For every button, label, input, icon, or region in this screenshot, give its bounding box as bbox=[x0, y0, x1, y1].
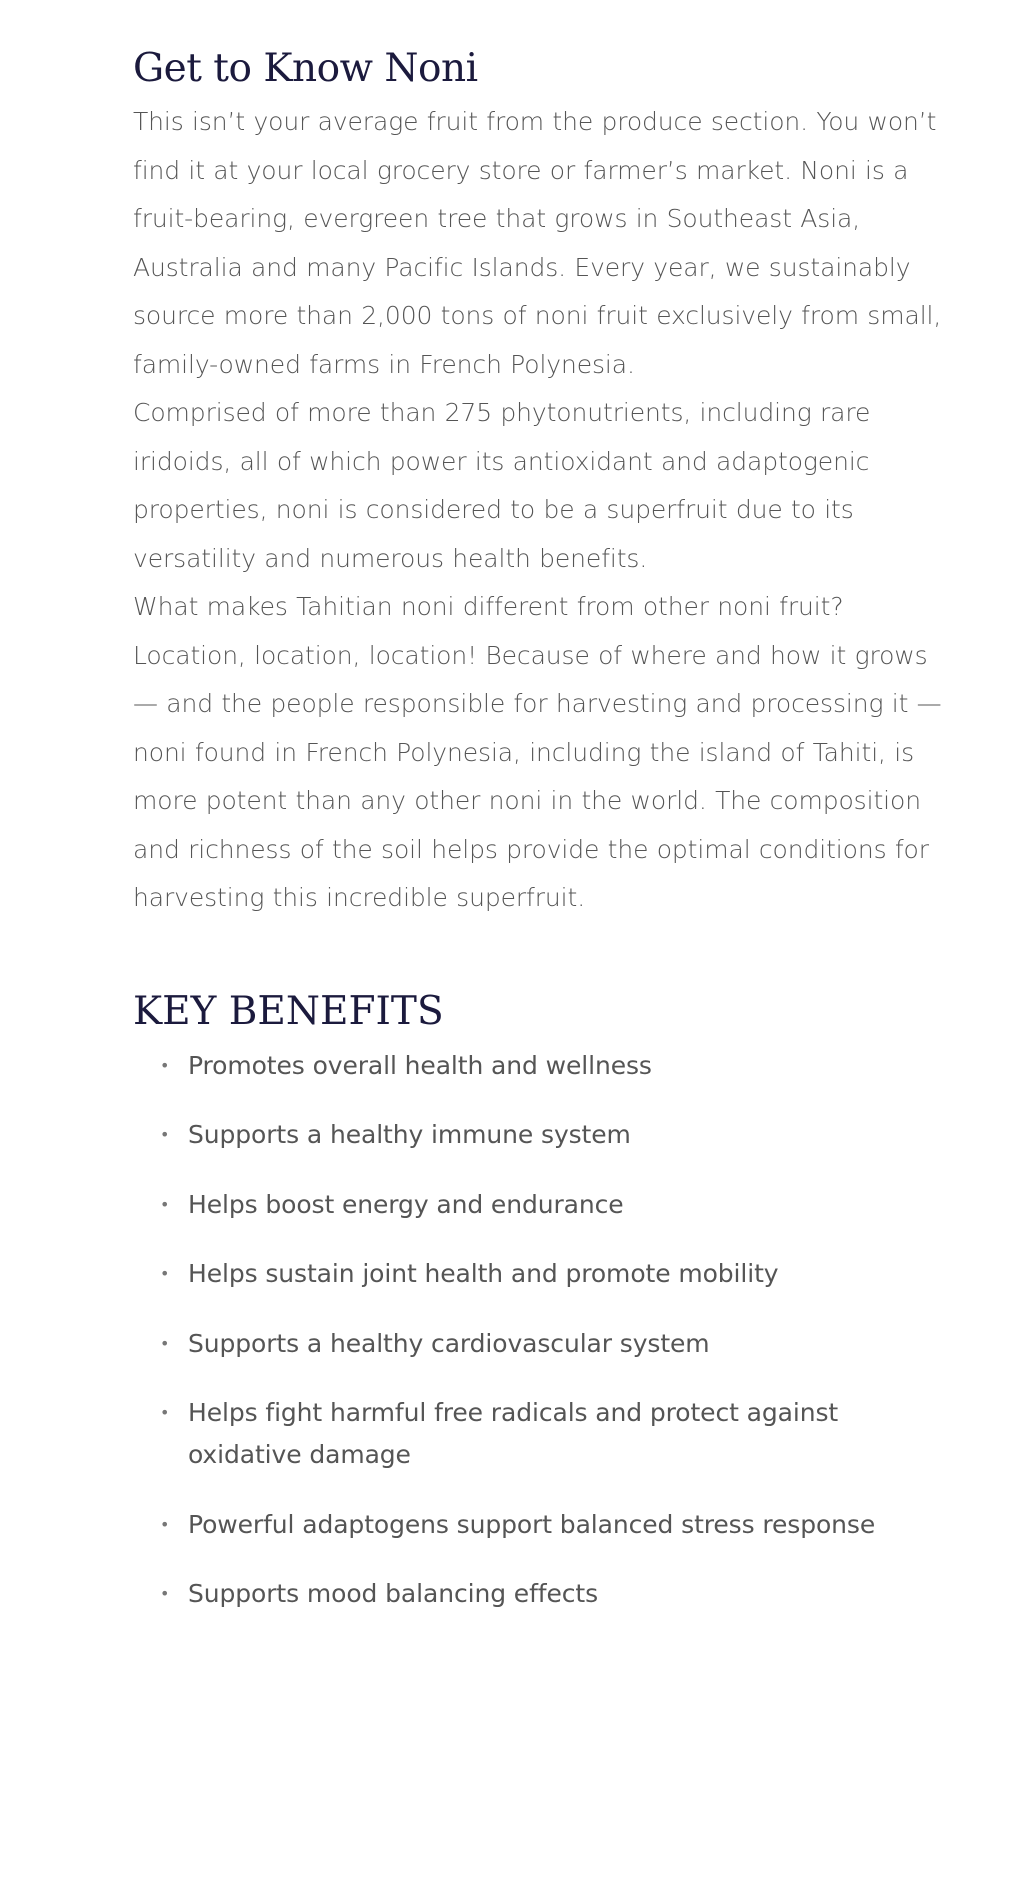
bullet-icon: • bbox=[160, 1264, 170, 1283]
list-item bbox=[160, 1253, 953, 1295]
list-item bbox=[160, 1392, 953, 1476]
article-content bbox=[133, 40, 953, 1643]
intro-heading: Get to Know Noni bbox=[133, 46, 478, 91]
bullet-icon: • bbox=[160, 1125, 170, 1144]
intro-paragraph-3: What makes Tahitian noni different from other noni fruit? Location, location, location! Because of where and how it grows — and the people responsible for harvesting and processing it — noni found in French Polynesia, including the island of Tahiti, is more potent than any other noni in the world. The composition and richness of the soil helps provide the optimal conditions for harvesting this incredible superfruit. bbox=[133, 592, 942, 912]
benefit-text: Supports a healthy immune system bbox=[188, 1120, 631, 1149]
list-item bbox=[160, 1504, 953, 1546]
key-benefits-heading: KEY BENEFITS bbox=[133, 988, 444, 1034]
benefit-text: Helps sustain joint health and promote mobility bbox=[188, 1259, 779, 1288]
intro-paragraph-2: Comprised of more than 275 phytonutrients, including rare iridoids, all of which power its antioxidant and adaptogenic properties, noni is considered to be a superfruit due to its versatility and numerous health benefits. bbox=[133, 398, 871, 573]
key-benefits-list bbox=[133, 1045, 953, 1616]
intro-paragraph-1: This isn’t your average fruit from the produce section. You won’t find it at your local grocery store or farmer’s market. Noni is a fruit-bearing, evergreen tree that grows in Southeast Asia, Australia and many Pacific Islands. Every year, we sustainably source more than 2,000 tons of noni fruit exclusively from small, family-owned farms in French Polynesia. bbox=[133, 107, 942, 379]
bullet-icon: • bbox=[160, 1055, 170, 1075]
list-item bbox=[160, 1573, 953, 1615]
benefit-text: Supports mood balancing effects bbox=[188, 1579, 599, 1608]
list-item bbox=[160, 1184, 953, 1226]
benefit-text: Helps boost energy and endurance bbox=[188, 1189, 624, 1219]
benefit-text: Supports a healthy cardiovascular system bbox=[188, 1328, 710, 1358]
key-benefits-section bbox=[133, 987, 953, 1616]
benefit-text: Helps fight harmful free radicals and protect against oxidative damage bbox=[188, 1398, 839, 1469]
benefit-text: Promotes overall health and wellness bbox=[188, 1050, 652, 1080]
bullet-icon: • bbox=[160, 1514, 170, 1534]
list-item bbox=[160, 1323, 953, 1365]
bullet-icon: • bbox=[160, 1584, 170, 1603]
benefit-text: Powerful adaptogens support balanced stress response bbox=[188, 1509, 876, 1539]
list-item bbox=[160, 1045, 953, 1087]
list-item bbox=[160, 1114, 953, 1156]
bullet-icon: • bbox=[160, 1194, 170, 1214]
bullet-icon: • bbox=[160, 1333, 170, 1353]
bullet-icon: • bbox=[160, 1403, 170, 1422]
